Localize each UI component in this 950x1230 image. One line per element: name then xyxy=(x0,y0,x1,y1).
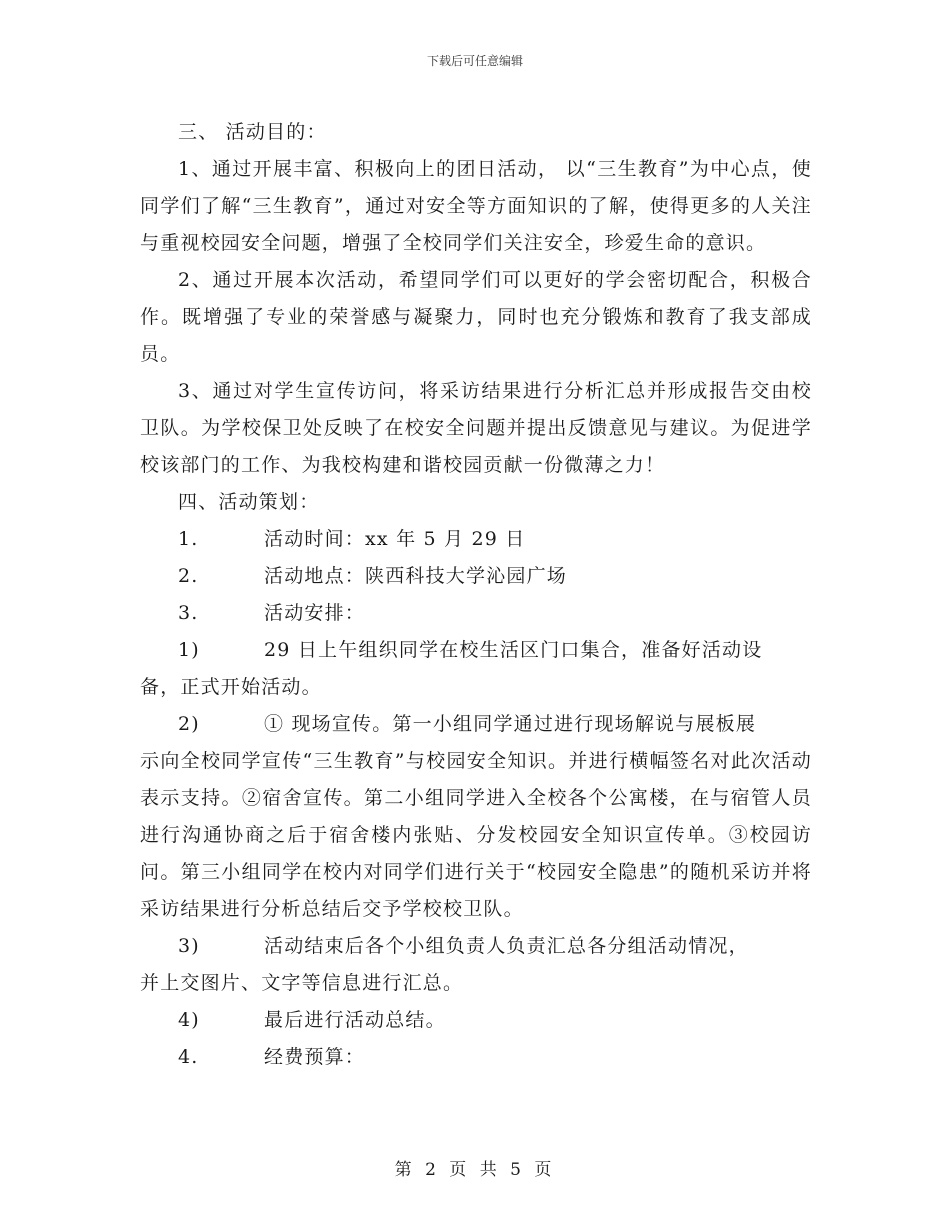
plan-item-text: 活动安排： xyxy=(264,602,366,624)
page-number: 第 2 页 共 5 页 xyxy=(394,1160,556,1180)
step-first-line: ① 现场宣传。第一小组同学通过进行现场解说与展板展 xyxy=(264,713,757,735)
section-4-title: 四、活动策划： xyxy=(178,491,320,513)
plan-item-number: 3. xyxy=(178,602,199,624)
schedule-step-1 xyxy=(140,632,812,706)
step-continuation: 并上交图片、文字等信息进行汇总。 xyxy=(140,972,464,994)
schedule-step-2 xyxy=(140,706,812,928)
step-first-line: 29 日上午组织同学在校生活区门口集合，准备好活动设 xyxy=(264,639,763,661)
plan-item-number: 2. xyxy=(178,565,199,587)
schedule-step-4 xyxy=(140,1002,812,1039)
step-first-line: 活动结束后各个小组负责人负责汇总各分组活动情况， xyxy=(264,935,749,957)
plan-item-text: 活动地点：陕西科技大学沁园广场 xyxy=(264,565,568,587)
plan-item-number: 1. xyxy=(178,528,199,550)
page-header-note: 下载后可任意编辑 xyxy=(426,54,523,68)
plan-item-text: 活动时间：xx 年 5 月 29 日 xyxy=(264,528,526,550)
schedule-step-3 xyxy=(140,928,812,1002)
step-number: 2) xyxy=(178,713,200,735)
step-number: 3) xyxy=(178,935,200,957)
plan-item-1 xyxy=(140,521,812,558)
purpose-paragraph-3: 3、通过对学生宣传访问，将采访结果进行分析汇总并形成报告交由校卫队。为学校保卫处反映了在校安全问题并提出反馈意见与建议。为促进学校该部门的工作、为我校构建和谐校园贡献一份微薄之力！ xyxy=(140,380,812,476)
plan-item-text: 经费预算： xyxy=(264,1046,366,1068)
purpose-paragraph-1: 1、通过开展丰富、积极向上的团日活动， 以“三生教育”为中心点，使同学们了解“三生教育”，通过对安全等方面知识的了解，使得更多的人关注与重视校园安全问题，增强了全校同学们关注安全，珍爱生命的意识。 xyxy=(140,158,812,254)
plan-item-4 xyxy=(140,1039,812,1076)
purpose-paragraph-2: 2、通过开展本次活动，希望同学们可以更好的学会密切配合，积极合作。既增强了专业的荣誉感与凝聚力，同时也充分锻炼和教育了我支部成员。 xyxy=(140,269,812,365)
step-continuation: 示向全校同学宣传“三生教育”与校园安全知识。并进行横幅签名对此次活动表示支持。②宿舍宣传。第二小组同学进入全校各个公寓楼，在与宿管人员进行沟通协商之后于宿舍楼内张贴、分发校园安全知识宣传单。③校园访问。第三小组同学在校内对同学们进行关于“校园安全隐患”的随机采访并将采访结果进行分析总结后交予学校校卫队。 xyxy=(140,750,812,920)
step-first-line: 最后进行活动总结。 xyxy=(264,1009,446,1031)
section-3-title: 三、 活动目的： xyxy=(178,121,327,143)
document-body xyxy=(140,114,812,1076)
plan-item-2 xyxy=(140,558,812,595)
step-continuation: 备，正式开始活动。 xyxy=(140,676,322,698)
plan-item-3 xyxy=(140,595,812,632)
step-number: 1) xyxy=(178,639,200,661)
plan-item-number: 4. xyxy=(178,1046,199,1068)
step-number: 4) xyxy=(178,1009,200,1031)
